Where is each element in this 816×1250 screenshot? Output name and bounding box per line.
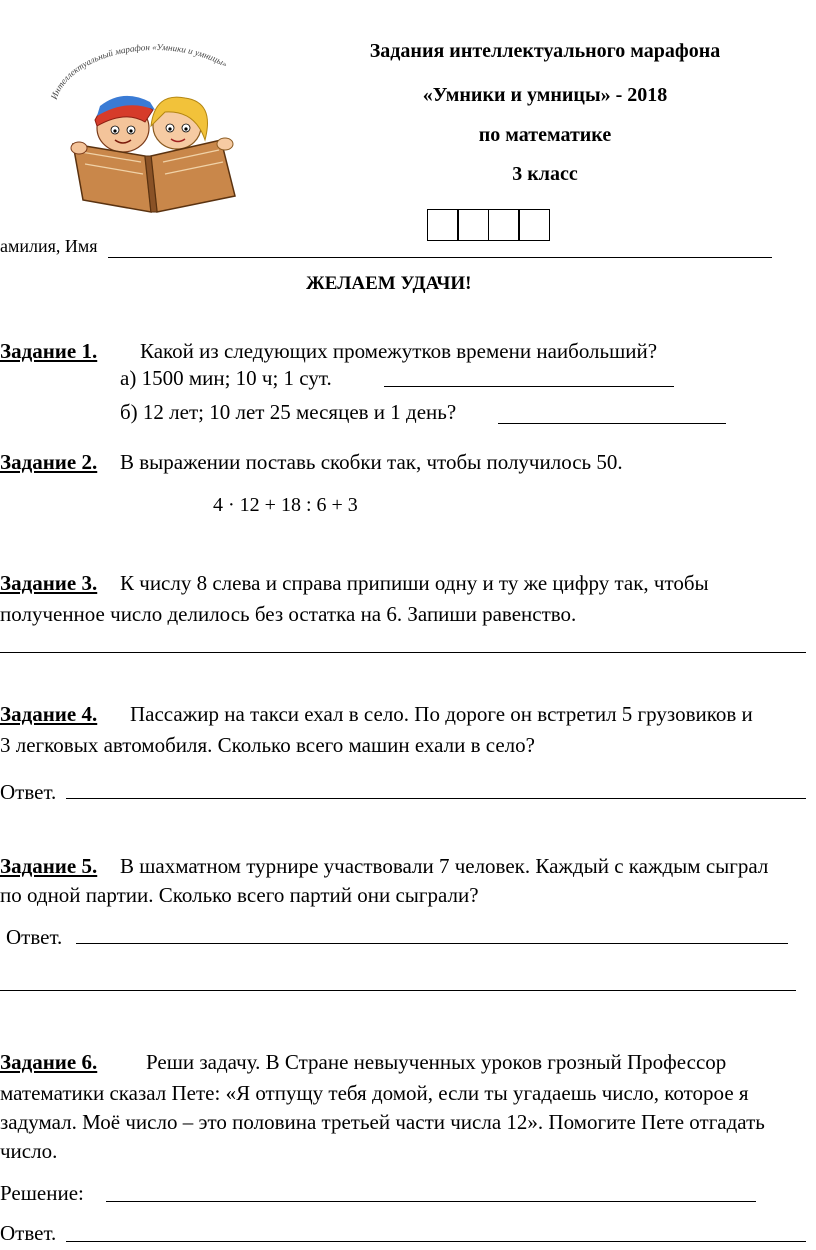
task4-label: Задание 4. (0, 702, 98, 726)
task6-answer-line[interactable] (66, 1241, 806, 1242)
task3-answer-line[interactable] (0, 652, 806, 653)
task2-question: В выражении поставь скобки так, чтобы получилось 50. (120, 450, 623, 474)
task5-line1: В шахматном турнире участвовали 7 человек. Каждый с каждым сыграл (120, 854, 769, 878)
task4-line2: 3 легковых автомобиля. Сколько всего машин ехали в село? (0, 733, 535, 757)
marathon-logo (45, 40, 265, 220)
task4-answer-line[interactable] (66, 798, 806, 799)
code-box[interactable] (518, 209, 550, 241)
task1-answer-a-line[interactable] (384, 386, 674, 387)
task5-extra-line[interactable] (0, 990, 796, 991)
task5-line2: по одной партии. Сколько всего партий они сыграли? (0, 883, 479, 907)
task1-question: Какой из следующих промежутков времени наибольший? (140, 339, 658, 363)
task3-label: Задание 3. (0, 571, 98, 595)
header-subtitle: «Умники и умницы» - 2018 (422, 84, 668, 106)
task1-option-a: а) 1500 мин; 10 ч; 1 сут. (120, 366, 332, 390)
task6-label: Задание 6. (0, 1050, 98, 1074)
task3-line2: полученное число делилось без остатка на 6. Запиши равенство. (0, 602, 577, 626)
header-subject: по математике (478, 124, 612, 146)
code-box[interactable] (488, 209, 520, 241)
task6-line4: число. (0, 1139, 58, 1163)
logo-arc-text: Интеллектуальный марафон «Умники и умницы» (48, 42, 230, 101)
task4-line1: Пассажир на такси ехал в село. По дороге он встретил 5 грузовиков и (130, 702, 753, 726)
good-luck-wish: ЖЕЛАЕМ УДАЧИ! (306, 273, 472, 294)
header-title: Задания интеллектуального марафона (369, 40, 721, 62)
task2-label: Задание 2. (0, 450, 98, 474)
task6-line1: Реши задачу. В Стране невыученных уроков грозный Профессор (146, 1050, 727, 1074)
task1-label: Задание 1. (0, 339, 98, 363)
task6-answer-label: Ответ. (0, 1221, 57, 1245)
task5-label: Задание 5. (0, 854, 98, 878)
task5-answer-line[interactable] (76, 943, 788, 944)
header-grade: 3 класс (512, 163, 578, 185)
task5-answer-label: Ответ. (6, 925, 63, 949)
name-field-label: амилия, Имя (0, 236, 98, 256)
code-box[interactable] (457, 209, 489, 241)
svg-text:Интеллектуальный марафон «Умни (48, 42, 229, 102)
code-box[interactable] (427, 209, 459, 241)
task1-option-b: б) 12 лет; 10 лет 25 месяцев и 1 день? (120, 400, 457, 424)
task6-solution-line[interactable] (106, 1201, 756, 1202)
participant-code-boxes[interactable] (428, 209, 550, 241)
task1-answer-b-line[interactable] (498, 423, 726, 424)
task6-line3: задумал. Моё число – это половина третьей части числа 12». Помогите Пете отгадать (0, 1110, 765, 1134)
task6-solution-label: Решение: (0, 1181, 84, 1205)
task4-answer-label: Ответ. (0, 780, 57, 804)
task6-line2: математики сказал Пете: «Я отпущу тебя домой, если ты угадаешь число, которое я (0, 1081, 749, 1105)
task3-line1: К числу 8 слева и справа припиши одну и ту же цифру так, чтобы (120, 571, 709, 595)
task2-expression: 4 · 12 + 18 : 6 + 3 (213, 494, 358, 516)
name-field-line[interactable] (108, 257, 772, 258)
